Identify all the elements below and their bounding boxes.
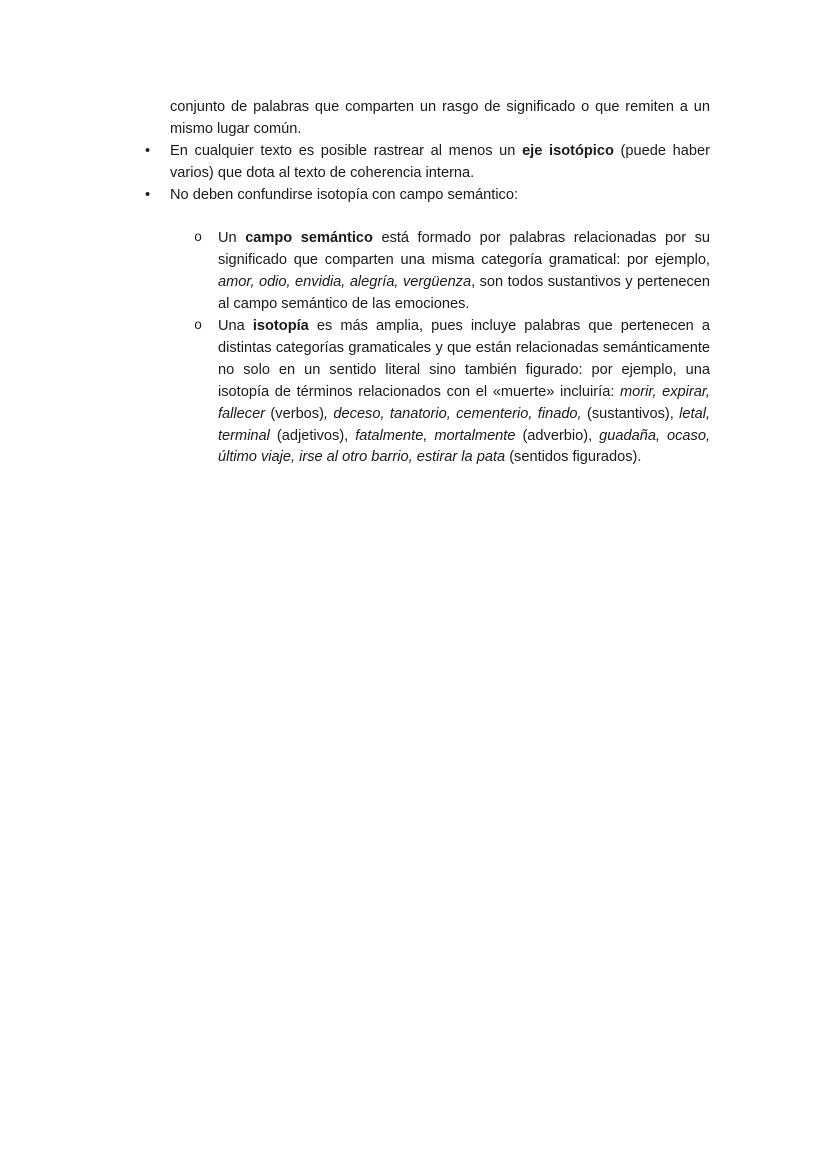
circle-marker: o [194, 319, 203, 335]
text-segment-italic: letal, terminal [218, 405, 710, 444]
list-item-no-confundirse [145, 185, 710, 207]
list-item-text [170, 143, 710, 181]
text-segment-italic: fatalmente, mortalmente [355, 427, 516, 444]
list-item-campo-semantico [194, 228, 711, 316]
text-segment: Un [218, 230, 246, 247]
text-segment: (adjetivos), [269, 427, 356, 444]
list-item-text [170, 187, 518, 203]
text-segment: (puede haber varios) que dota al texto de coherencia interna. [170, 142, 710, 181]
list-item-isotopia [194, 316, 710, 469]
text-segment-italic: , deceso, tanatorio, cementerio, finado, [323, 405, 582, 422]
bullet-list-level2 [170, 228, 710, 469]
text-segment: (sentidos figurados). [505, 449, 642, 466]
document-content [145, 97, 711, 469]
bullet-list-level1 [145, 141, 711, 470]
list-item-text [218, 318, 710, 465]
bullet-marker: • [145, 186, 151, 203]
text-segment: Una [218, 318, 253, 335]
bullet-marker: • [145, 142, 151, 159]
text-segment: , son todos sustantivos y pertenecen al campo semántico de las emociones. [218, 274, 710, 313]
text-segment: En cualquier texto es posible rastrear al menos un [170, 142, 523, 159]
text-segment-italic: amor, odio, envidia, alegría, vergüenza [218, 274, 472, 291]
text-segment-italic: guadaña, ocaso, último viaje, irse al otro barrio, estirar la pata [218, 427, 710, 466]
text-segment: (verbos) [265, 405, 324, 422]
list-item-eje-isotopico [145, 141, 710, 185]
paragraph-continuation-text: conjunto de palabras que comparten un rasgo de significado o que remiten a un mismo lugar común. [170, 99, 710, 137]
text-segment-italic: morir, expirar, fallecer [218, 383, 710, 422]
text-segment: está formado por palabras relacionadas por su significado que comparten una misma categoría gramatical: por ejemplo, [218, 230, 711, 269]
list-item-text [218, 230, 710, 312]
circle-marker: o [194, 231, 203, 247]
text-segment: (sustantivos), [581, 405, 680, 422]
text-segment: (adverbio), [515, 427, 600, 444]
text-segment: No deben confundirse isotopía con campo semántico: [170, 186, 519, 203]
text-segment-bold: campo semántico [245, 230, 373, 247]
text-segment-bold: isotopía [252, 318, 309, 335]
text-segment-bold: eje isotópico [522, 142, 614, 159]
paragraph-continuation [170, 97, 710, 141]
text-segment: es más amplia, pues incluye palabras que pertenecen a distintas categorías gramaticales y que están relacionadas semánticamente no solo en un sentido literal sino también figurado: por ejemplo, una isotopía de términos relacionados con el «muerte» incluiría: [218, 318, 710, 400]
